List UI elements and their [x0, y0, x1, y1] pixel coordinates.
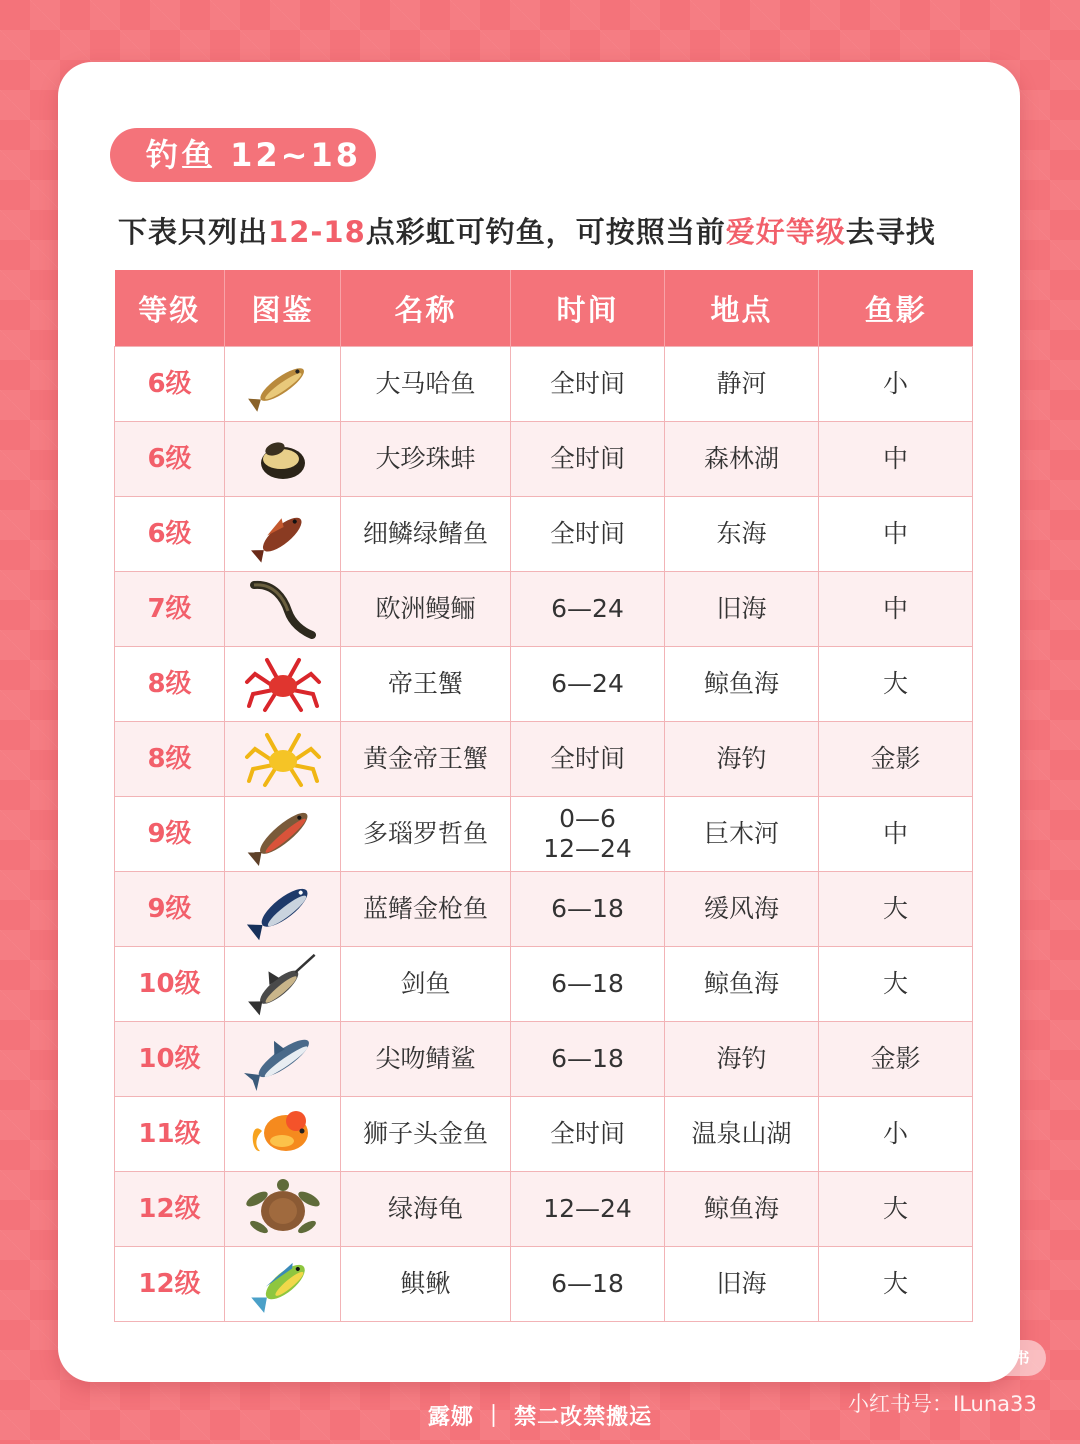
header-place: 地点	[665, 270, 819, 347]
name-cell: 细鳞绿鳍鱼	[341, 497, 511, 572]
level-cell: 12级	[115, 1247, 225, 1322]
level-cell: 6级	[115, 497, 225, 572]
shadow-cell: 金影	[819, 1022, 973, 1097]
intro-part: 下表只列出	[118, 215, 269, 249]
header-shadow: 鱼影	[819, 270, 973, 347]
icon-cell	[225, 947, 341, 1022]
swordfish-icon	[244, 949, 322, 1019]
place-cell: 缓风海	[665, 872, 819, 947]
time-cell: 全时间	[511, 497, 665, 572]
level-cell: 8级	[115, 647, 225, 722]
shadow-cell: 中	[819, 797, 973, 872]
golden-crab-icon	[243, 727, 323, 791]
dolly-varden-icon	[246, 800, 320, 868]
level-cell: 12级	[115, 1172, 225, 1247]
table-row	[115, 1247, 973, 1322]
place-cell: 巨木河	[665, 797, 819, 872]
time-cell: 6—24	[511, 572, 665, 647]
header-name: 名称	[341, 270, 511, 347]
name-cell: 大马哈鱼	[341, 347, 511, 422]
icon-cell	[225, 347, 341, 422]
level-cell: 10级	[115, 1022, 225, 1097]
place-cell: 旧海	[665, 1247, 819, 1322]
table-row	[115, 797, 973, 872]
icon-cell	[225, 572, 341, 647]
name-cell: 狮子头金鱼	[341, 1097, 511, 1172]
name-cell: 剑鱼	[341, 947, 511, 1022]
name-cell: 蓝鳍金枪鱼	[341, 872, 511, 947]
name-cell: 绿海龟	[341, 1172, 511, 1247]
place-cell: 旧海	[665, 572, 819, 647]
trout-icon	[248, 354, 318, 414]
place-cell: 鲸鱼海	[665, 647, 819, 722]
shadow-cell: 金影	[819, 722, 973, 797]
level-cell: 6级	[115, 422, 225, 497]
table-row	[115, 347, 973, 422]
shadow-cell: 大	[819, 1247, 973, 1322]
footer-credit: 露娜 ｜ 禁二改禁搬运	[427, 1405, 653, 1430]
table-row	[115, 497, 973, 572]
intro-part: 点彩虹可钓鱼，可按照当前	[365, 215, 726, 249]
intro-highlight: 12-18	[268, 215, 366, 249]
icon-cell	[225, 422, 341, 497]
icon-cell	[225, 872, 341, 947]
watermark-id: 小红书号：ILuna33	[848, 1392, 1037, 1416]
level-cell: 9级	[115, 797, 225, 872]
mako-shark-icon	[244, 1024, 322, 1094]
icon-cell	[225, 1172, 341, 1247]
xiaohongshu-logo: 小红书	[968, 1340, 1046, 1376]
time-cell: 6—18	[511, 872, 665, 947]
name-cell: 大珍珠蚌	[341, 422, 511, 497]
icon-cell	[225, 497, 341, 572]
sea-turtle-icon	[243, 1175, 323, 1243]
intro-text	[118, 210, 936, 251]
shadow-cell: 大	[819, 647, 973, 722]
level-cell: 10级	[115, 947, 225, 1022]
level-cell: 8级	[115, 722, 225, 797]
name-cell: 黄金帝王蟹	[341, 722, 511, 797]
place-cell: 鲸鱼海	[665, 1172, 819, 1247]
table-row	[115, 947, 973, 1022]
table-row	[115, 647, 973, 722]
mahi-mahi-icon	[248, 1252, 318, 1316]
table-row	[115, 572, 973, 647]
section-title: 钓鱼 12~18	[110, 128, 376, 182]
time-cell: 全时间	[511, 722, 665, 797]
level-cell: 6级	[115, 347, 225, 422]
name-cell: 多瑙罗哲鱼	[341, 797, 511, 872]
time-cell	[511, 797, 665, 872]
level-cell: 11级	[115, 1097, 225, 1172]
shadow-cell: 大	[819, 872, 973, 947]
header-time: 时间	[511, 270, 665, 347]
table-row	[115, 1022, 973, 1097]
card	[58, 62, 1020, 1382]
time-cell: 全时间	[511, 422, 665, 497]
name-cell: 鲯鳅	[341, 1247, 511, 1322]
icon-cell	[225, 797, 341, 872]
fish-table	[114, 270, 973, 1322]
place-cell: 静河	[665, 347, 819, 422]
name-cell: 欧洲鳗鲡	[341, 572, 511, 647]
place-cell: 海钓	[665, 1022, 819, 1097]
time-line: 0—6	[559, 804, 616, 833]
greenling-icon	[248, 503, 318, 565]
time-line: 12—24	[543, 834, 632, 863]
mussel-icon	[253, 429, 313, 489]
header-icon: 图鉴	[225, 270, 341, 347]
king-crab-icon	[243, 652, 323, 716]
time-cell: 12—24	[511, 1172, 665, 1247]
name-cell: 尖吻鲭鲨	[341, 1022, 511, 1097]
table-row	[115, 872, 973, 947]
table-row	[115, 1172, 973, 1247]
shadow-cell: 中	[819, 422, 973, 497]
shadow-cell: 大	[819, 947, 973, 1022]
table-row	[115, 422, 973, 497]
intro-highlight: 爱好等级	[725, 215, 846, 249]
place-cell: 东海	[665, 497, 819, 572]
time-cell: 6—18	[511, 1247, 665, 1322]
place-cell: 温泉山湖	[665, 1097, 819, 1172]
shadow-cell: 中	[819, 572, 973, 647]
tuna-icon	[245, 875, 321, 943]
place-cell: 海钓	[665, 722, 819, 797]
icon-cell	[225, 1022, 341, 1097]
shadow-cell: 大	[819, 1172, 973, 1247]
eel-icon	[248, 577, 318, 641]
place-cell: 森林湖	[665, 422, 819, 497]
table-row	[115, 722, 973, 797]
shadow-cell: 小	[819, 347, 973, 422]
level-cell: 9级	[115, 872, 225, 947]
time-cell: 全时间	[511, 347, 665, 422]
shadow-cell: 中	[819, 497, 973, 572]
icon-cell	[225, 1097, 341, 1172]
time-cell: 全时间	[511, 1097, 665, 1172]
name-cell: 帝王蟹	[341, 647, 511, 722]
icon-cell	[225, 722, 341, 797]
intro-part: 去寻找	[845, 215, 936, 249]
table-header	[115, 270, 973, 347]
time-cell: 6—24	[511, 647, 665, 722]
shadow-cell: 小	[819, 1097, 973, 1172]
time-cell: 6—18	[511, 1022, 665, 1097]
time-cell: 6—18	[511, 947, 665, 1022]
goldfish-icon	[248, 1101, 318, 1167]
header-level: 等级	[115, 270, 225, 347]
level-cell: 7级	[115, 572, 225, 647]
icon-cell	[225, 647, 341, 722]
icon-cell	[225, 1247, 341, 1322]
place-cell: 鲸鱼海	[665, 947, 819, 1022]
table-row	[115, 1097, 973, 1172]
